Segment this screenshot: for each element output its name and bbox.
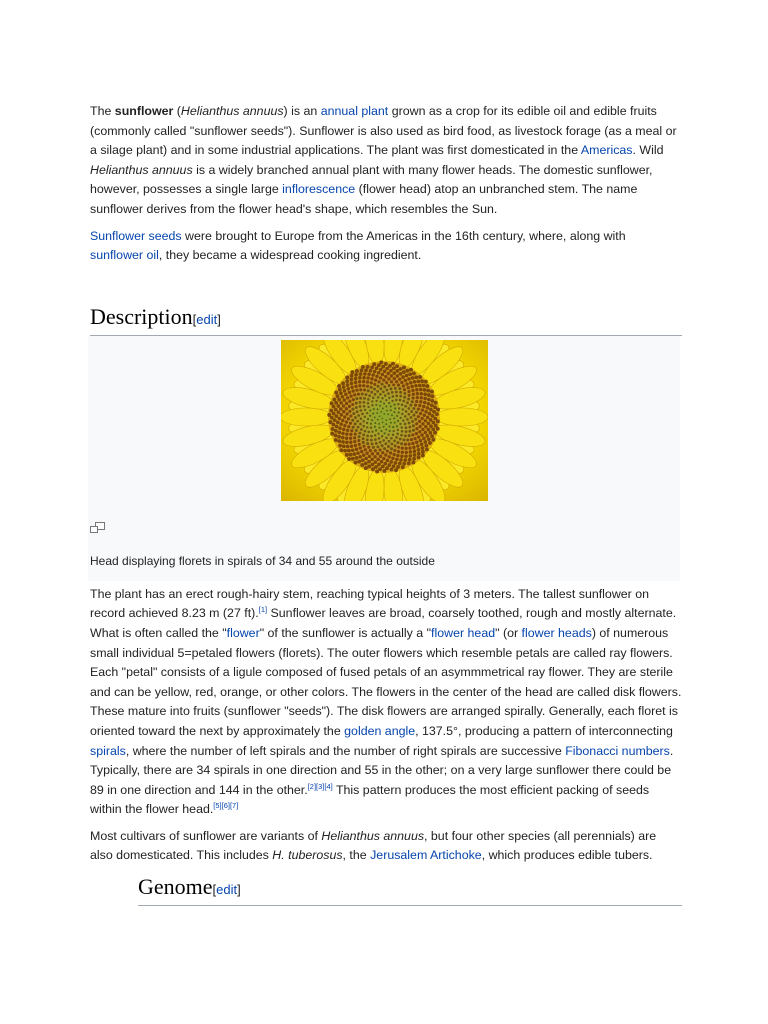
sunflower-image[interactable] — [281, 340, 488, 501]
text-run: . Typically, there are 34 spirals in one direction and 55 in the other; on a very large sunflower there could be 89 in one direction and 144 in the other. — [90, 743, 674, 797]
section-heading-genome — [138, 874, 682, 906]
edit-bracket: ] — [217, 311, 221, 327]
text-run: , 137.5°, producing a pattern of interconnecting — [415, 723, 673, 738]
description-paragraph-2 — [90, 827, 682, 866]
edit-bracket: [ — [192, 311, 197, 327]
text-run: , they became a widespread cooking ingredient. — [158, 248, 422, 263]
text-run: This pattern produces the most efficient packing of seeds within the flower head. — [90, 782, 650, 817]
text-run: , where the number of left spirals and the number of right spirals are successive — [125, 743, 566, 758]
figure-caption: Head displaying florets in spirals of 34 and 55 around the outside — [90, 553, 435, 568]
italic-term: Helianthus annuus — [180, 104, 284, 118]
edit-bracket: ] — [237, 882, 241, 898]
text-run: grown as a crop for its edible oil and edible fruits (commonly called "sunflower seeds"). Sunflower is also used as bird food, as livestock forage (as a meal or a silage plant) and in some industrial applications. The plant was first domesticated in the — [90, 104, 677, 158]
text-run: , but four other species (all perennials) are also domesticated. This includes — [90, 828, 657, 863]
edit-link-genome[interactable]: edit — [216, 882, 238, 898]
text-run: ( — [173, 104, 181, 118]
article-content — [90, 102, 682, 906]
text-run: . Wild — [632, 143, 664, 158]
text-run: " (or — [495, 625, 522, 640]
magnify-clip-icon[interactable] — [90, 522, 106, 534]
link-flower[interactable]: flower — [226, 625, 260, 640]
description-paragraph-1 — [90, 585, 682, 820]
link-flower-heads[interactable]: flower heads — [521, 625, 592, 640]
section-heading-description — [90, 304, 682, 336]
link-fibonacci-numbers[interactable]: Fibonacci numbers — [565, 743, 670, 758]
section-title: Genome — [138, 874, 213, 900]
text-run: , which produces edible tubers. — [481, 848, 653, 863]
citation-ref[interactable]: [5][6][7] — [213, 801, 239, 811]
intro-paragraph-2 — [90, 227, 682, 266]
text-run: (flower head) atop an unbranched stem. The name sunflower derives from the flower head's shape, which resembles the Sun. — [90, 182, 638, 216]
link-americas[interactable]: Americas — [580, 143, 633, 158]
link-spirals[interactable]: spirals — [90, 743, 126, 758]
text-run: " of the sunflower is actually a " — [259, 625, 432, 640]
text-run: Sunflower leaves are broad, coarsely toothed, rough and mostly alternate. What is often called the " — [90, 606, 677, 640]
text-run: The plant has an erect rough-hairy stem, reaching typical heights of 3 meters. The tallest sunflower on record achieved 8.23 m (27 ft). — [90, 586, 650, 621]
link-sunflower-oil[interactable]: sunflower oil — [90, 248, 159, 263]
edit-bracket: [ — [212, 882, 217, 898]
citation-ref[interactable]: [2][3][4] — [307, 781, 333, 791]
link-golden-angle[interactable]: golden angle — [344, 723, 416, 738]
italic-term: Helianthus annuus — [90, 162, 193, 177]
section-title: Description — [90, 303, 193, 329]
text-run: were brought to Europe from the Americas in the 16th century, where, along with — [181, 228, 626, 243]
text-run: ) of numerous small individual 5=petaled flowers (florets). The outer flowers which resemble petals are called ray flowers. Each "petal" consists of a ligule composed of fused petals of an asymmmetrical ray flower. They are sterile and can be yellow, red, orange, or other colors. The flowers in the center of the head are called disk flowers. These mature into fruits (sunflower "seeds"). The disk flowers are arranged spirally. Generally, each floret is oriented toward the next by approximately the — [90, 625, 682, 738]
edit-link-description[interactable]: edit — [196, 311, 218, 327]
text-run: ) is an — [283, 104, 321, 118]
link-sunflower-seeds[interactable]: Sunflower seeds — [90, 228, 182, 243]
intro-paragraph-1 — [90, 102, 682, 220]
citation-ref[interactable]: [1] — [258, 605, 268, 615]
bold-term: sunflower — [114, 104, 174, 118]
italic-term: Helianthus annuus — [321, 828, 425, 843]
text-run: Most cultivars of sunflower are variants of — [90, 828, 322, 843]
link-flower-head[interactable]: flower head — [431, 625, 496, 640]
text-run: , the — [342, 848, 371, 863]
figure-thumbnail — [88, 336, 680, 581]
link-inflorescence[interactable]: inflorescence — [282, 182, 356, 197]
text-run: The — [90, 104, 115, 118]
link-annual-plant[interactable]: annual plant — [320, 104, 389, 118]
link-jerusalem-artichoke[interactable]: Jerusalem Artichoke — [370, 848, 482, 863]
italic-term: H. tuberosus — [272, 848, 343, 863]
text-run: is a widely branched annual plant with many flower heads. The domestic sunflower, however, possesses a single large — [90, 162, 653, 197]
